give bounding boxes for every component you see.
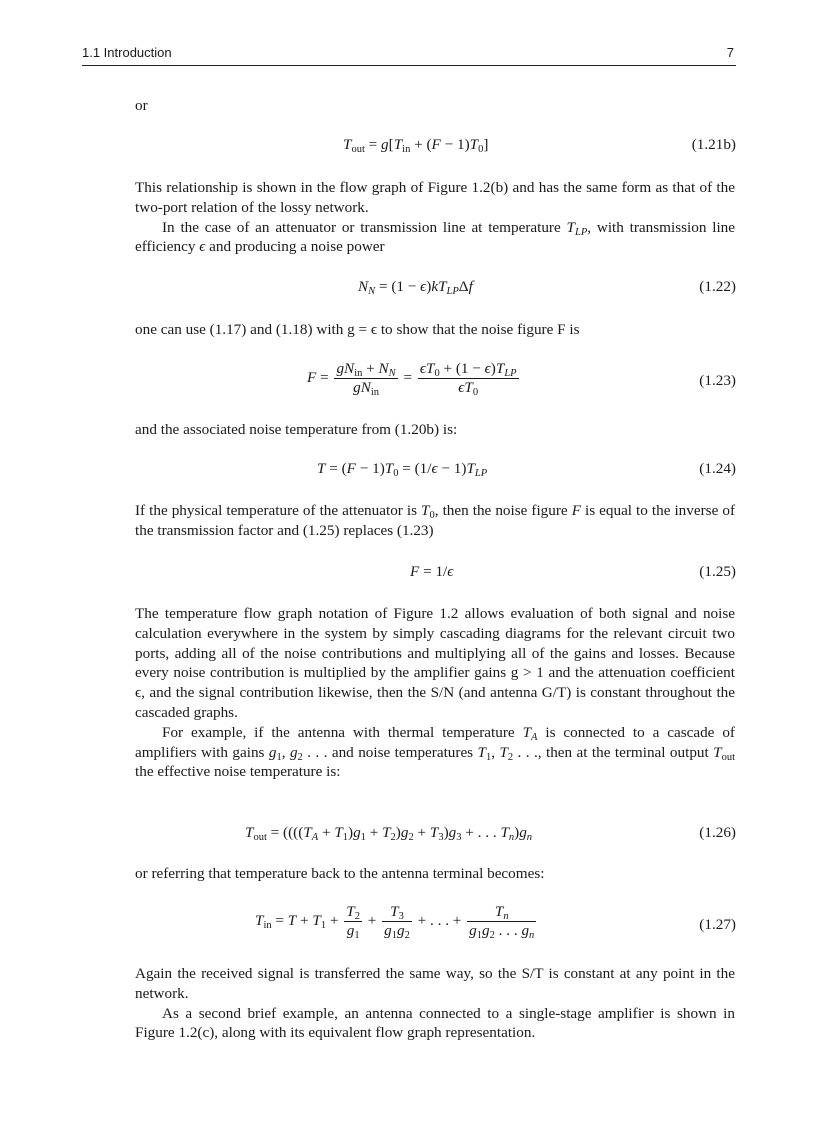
paragraph-3: one can use (1.17) and (1.18) with g = ϵ to show that the noise figure F is <box>135 321 580 338</box>
equation-1-24: $T = (F - 1)T_0 = (1/\epsilon - 1)T_{LP}$ (1.24) <box>317 460 736 479</box>
paragraph-or: or <box>135 97 148 114</box>
equation-1-26: $T_{out} = ((((T_A + T_1)g_1 + T_2)g_2 + T_3)g_3$ + . . . $T_n)g_n$ (1.26) <box>245 824 736 843</box>
equation-1-23: F = $\frac{gN_{in} + N_N}{gN_{in}}$ = $\frac{\epsilon T_0 + (1 - \epsilon)T_{LP}}{\epsilon T_0}$ (1.23) <box>307 360 736 398</box>
paragraph-5: If the physical temperature of the attenuator is $T_0$, then the noise figure F is equal to the inverse of the transmission factor and (1.25) replaces (1.23) <box>135 502 735 539</box>
equation-1-27: $T_{in} = T + T_1$ + $\frac{T_2}{g_1}$ + $\frac{T_3}{g_1g_2}$ + . . . + $\frac{T_n}{g_1g_2 . . . g_n}$ (1.27) <box>255 903 736 941</box>
running-header <box>82 45 736 67</box>
equation-1-22: $N_N = (1 - \epsilon)kT_{LP}\Delta f$ (1.22) <box>358 278 736 297</box>
paragraph-6: The temperature flow graph notation of Figure 1.2 allows evaluation of both signal and noise calculation everywhere in the system by simply cascading diagrams for the relevant circuit two ports, adding all of the noise contributions and multiplying all of the gains and losses. Because every noise contribution is multiplied by the amplifier gains g > 1 and the attenuation coefficient ϵ, and the signal contribution likewise, then the S/N (and antenna G/T) is constant throughout the cascaded graphs. For example, if the antenna with thermal temperature $T_A$ is connected to a cascade of amplifiers with gains $g_1$, $g_2$ . . . and noise temperatures $T_1$, $T_2$ . . ., then at the terminal output $T_{out}$ the effective noise temperature is: <box>135 605 736 781</box>
paragraph-8: or referring that temperature back to the antenna terminal becomes: <box>135 865 545 882</box>
paragraph-1: This relationship is shown in the flow graph of Figure 1.2(b) and has the same form as that of the two-port relation of the lossy network. In the case of an attenuator or transmission line at temperature $T_{LP}$, with transmission line efficiency ϵ and producing a noise power <box>135 179 736 256</box>
page-number: 7 <box>726 45 734 60</box>
paragraph-4: and the associated noise temperature from (1.20b) is: <box>135 421 458 438</box>
paragraph-10: As a second brief example, an antenna connected to a single-stage amplifier is shown in Figure 1.2(c), along with its equivalent flow graph representation. <box>135 1004 735 1042</box>
section-title: 1.1 Introduction <box>82 45 172 60</box>
header-rule <box>82 65 736 66</box>
equation-1-25: F = 1/ϵ (1.25) <box>410 563 736 580</box>
equation-1-21b: $T_{out} = g[T_{in} + (F - 1)T_0]$ (1.21b) <box>343 136 736 155</box>
paragraph-2: In the case of an attenuator or transmission line at temperature $T_{LP}$, with transmission line efficiency ϵ and producing a noise power <box>135 218 736 256</box>
paragraph-9: Again the received signal is transferred the same way, so the S/T is constant at any point in the network. As a second brief example, an antenna connected to a single-stage amplifier is shown in Figure 1.2(c), along with its equivalent flow graph representation. <box>135 965 735 1042</box>
paragraph-7: For example, if the antenna with thermal temperature $T_A$ is connected to a cascade of amplifiers with gains $g_1$, $g_2$ . . . and noise temperatures $T_1$, $T_2$ . . ., then at the terminal output $T_{out}$ the effective noise temperature is: <box>135 723 736 781</box>
